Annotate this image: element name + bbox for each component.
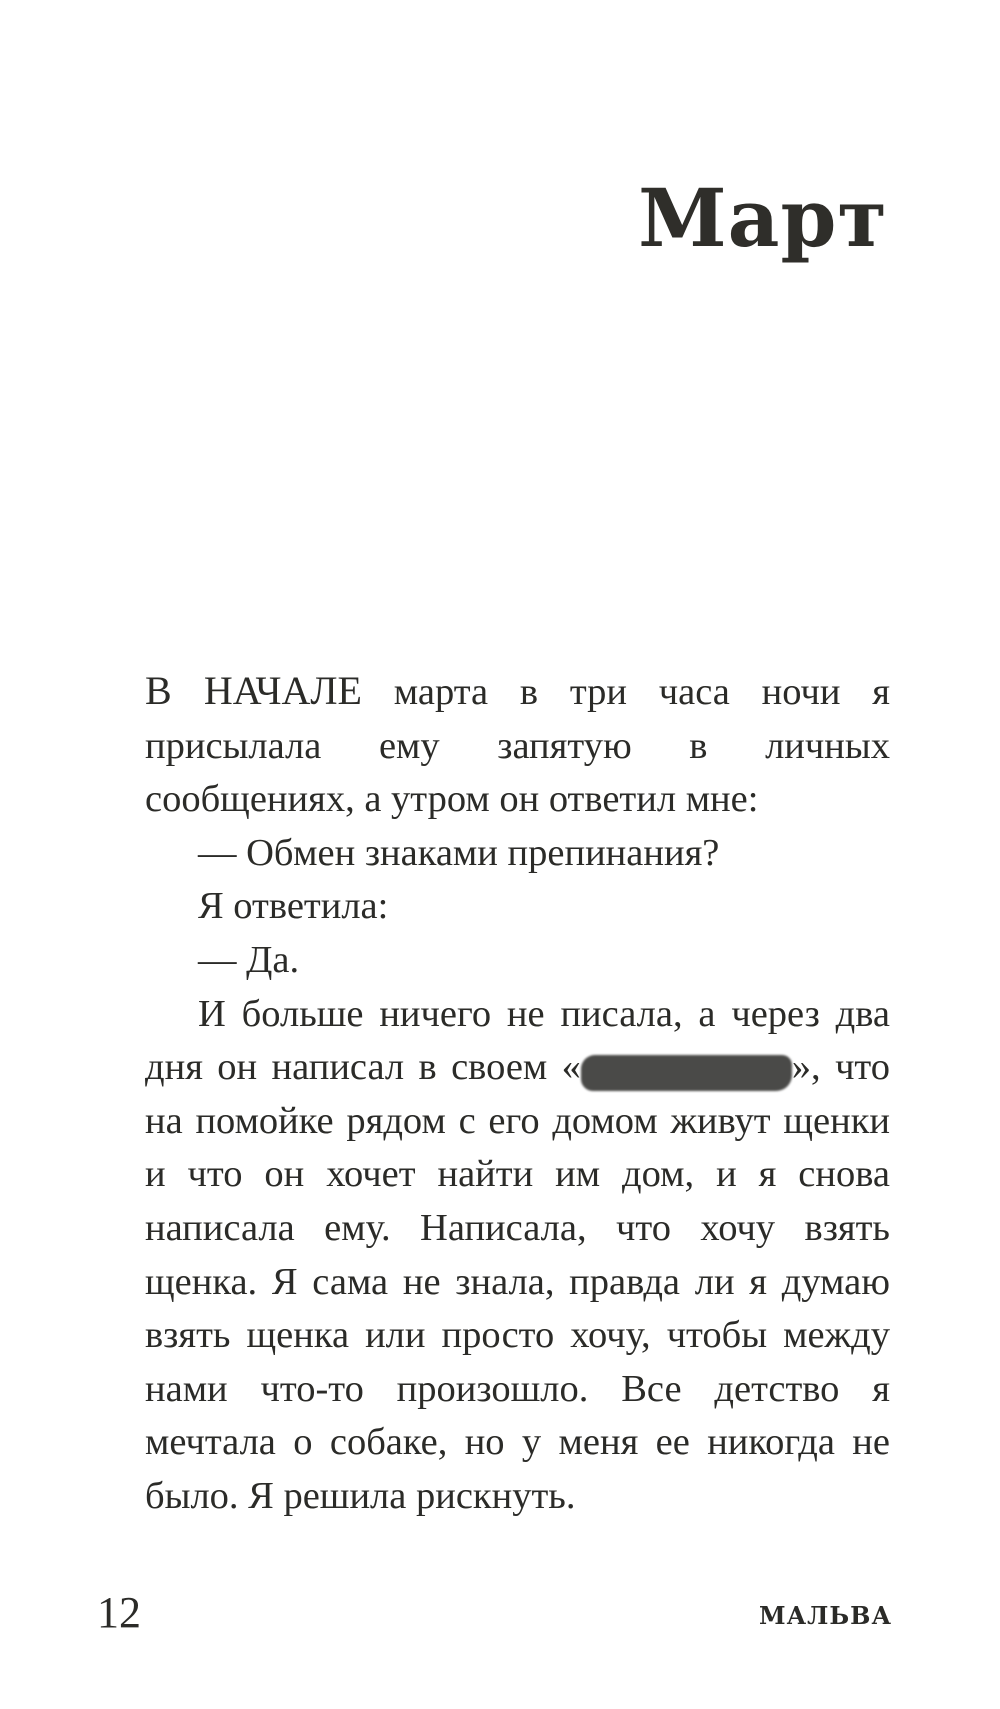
body-text	[145, 664, 890, 1524]
paragraph-2: — Обмен знаками препинания?	[198, 831, 720, 874]
lead-in-caps: В НАЧАЛЕ	[145, 668, 362, 713]
running-footer-title: МАЛЬВА	[759, 1601, 892, 1630]
paragraph-1-text: марта в три часа ночи я присылала ему запятую в личных сообщениях, а утром он ответил мне:	[145, 671, 890, 821]
paragraph-4: — Да.	[198, 938, 300, 981]
paragraph-5	[145, 988, 890, 1524]
page-number: 12	[97, 1588, 141, 1637]
redacted-word	[581, 1055, 792, 1091]
paragraph-1	[145, 664, 890, 827]
paragraph-5-text-before: И больше ничего не писала, а через два дня он написал в своем «	[145, 992, 890, 1089]
paragraph-3: Я ответила:	[198, 885, 389, 928]
paragraph-5-text-after: », что на помойке рядом с его домом живут щенки и что он хочет найти им дом, и я снова написала ему. Написала, что хочу взять щенка. Я сама не знала, правда ли я думаю взять щенка или просто хочу, чтобы между нами что-то произошло. Все детство я мечтала о собаке, но у меня ее никогда не было. Я решила рискнуть.	[145, 1046, 890, 1517]
chapter-title: Март	[638, 171, 888, 265]
